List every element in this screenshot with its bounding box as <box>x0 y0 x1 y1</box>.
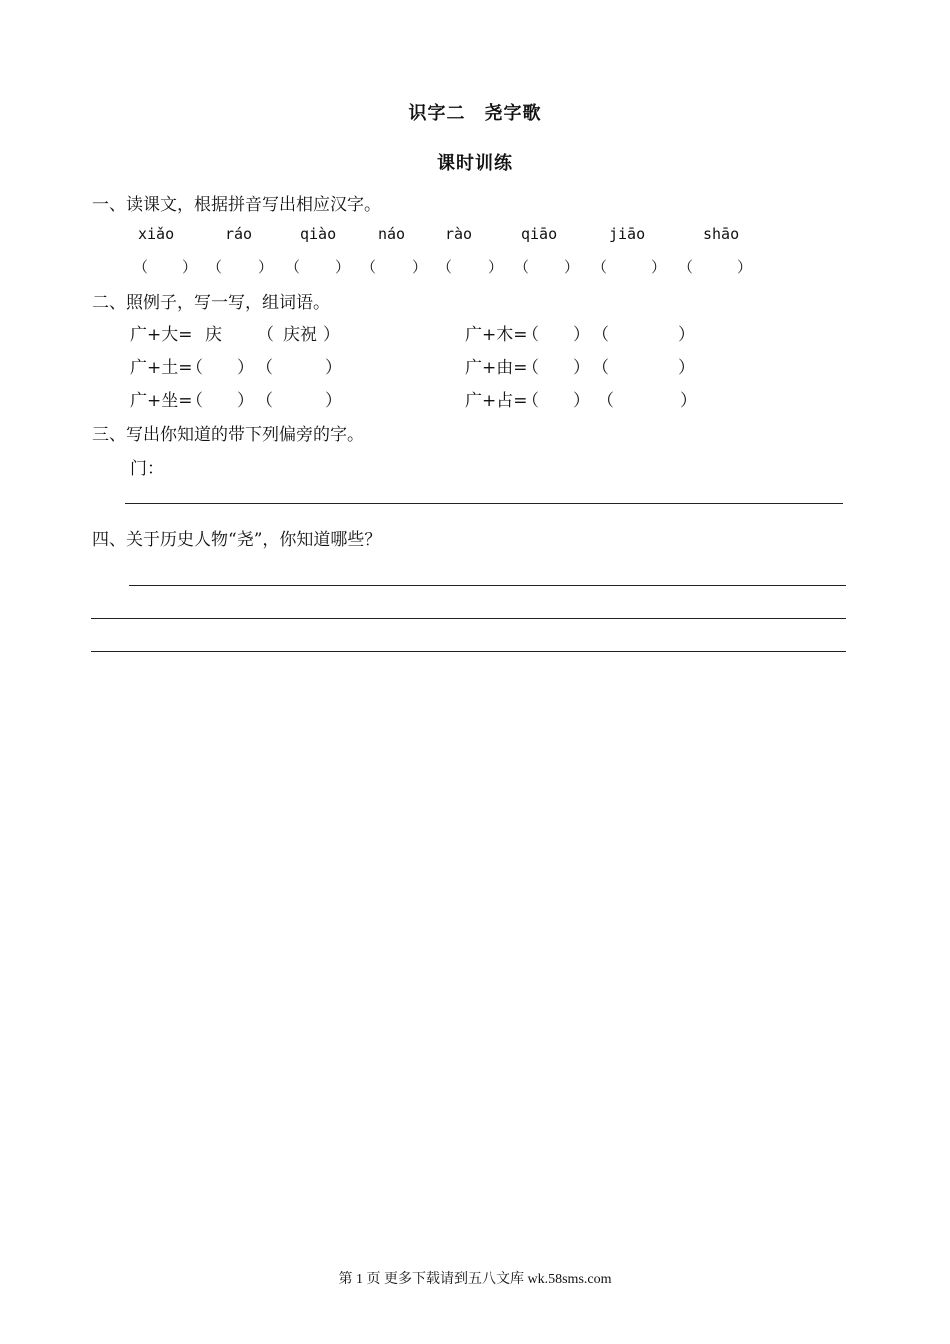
question-3-prompt: 三、写出你知道的带下列偏旁的字。 <box>92 425 364 445</box>
question-4-prompt: 四、关于历史人物“尧”，你知道哪些？ <box>92 530 382 550</box>
blank-6-open: （ <box>514 258 530 276</box>
page-subtitle: 课时训练 <box>437 153 513 174</box>
formula-zuo: 广+坐= <box>130 391 193 411</box>
formula-tu-word-open: （ <box>256 358 273 378</box>
example-word-close: ） <box>323 325 340 345</box>
pinyin-3: qiào <box>300 225 337 243</box>
example-word-open: （ <box>257 325 274 345</box>
example-char: 庆 <box>205 325 222 345</box>
blank-1-close: ） <box>182 258 198 276</box>
question-2-prompt: 二、照例子，写一写，组词语。 <box>92 293 330 313</box>
pinyin-2: ráo <box>225 225 253 243</box>
blank-2-open: （ <box>207 258 223 276</box>
blank-5-open: （ <box>437 258 453 276</box>
formula-zhan-char-blank: （ ） <box>522 391 590 411</box>
formula-you: 广+由= <box>465 358 528 378</box>
answer-line-q3 <box>125 503 843 504</box>
question-1-prompt: 一、读课文，根据拼音写出相应汉字。 <box>92 195 381 215</box>
pinyin-5: rào <box>445 225 473 243</box>
pinyin-1: xiǎo <box>138 225 175 243</box>
blank-7-close: ） <box>651 258 667 276</box>
blank-4-open: （ <box>361 258 377 276</box>
answer-line-q4-1 <box>129 585 846 586</box>
formula-you-word-close: ） <box>678 358 695 378</box>
blank-8-open: （ <box>678 258 694 276</box>
answer-line-q4-3 <box>91 651 846 652</box>
formula-mu-char-blank: （ ） <box>522 325 590 345</box>
blank-5-close: ） <box>488 258 504 276</box>
formula-mu: 广+木= <box>465 325 528 345</box>
example-formula: 广+大= <box>130 325 193 345</box>
formula-tu: 广+土= <box>130 358 193 378</box>
formula-zhan: 广+占= <box>465 391 528 411</box>
pinyin-7: jiāo <box>609 225 646 243</box>
formula-you-char-blank: （ ） <box>522 358 590 378</box>
blank-3-open: （ <box>285 258 301 276</box>
formula-zhan-word-close: ） <box>680 391 697 411</box>
formula-zuo-word-open: （ <box>256 391 273 411</box>
pinyin-6: qiāo <box>521 225 558 243</box>
blank-6-close: ） <box>564 258 580 276</box>
blank-3-close: ） <box>335 258 351 276</box>
formula-mu-word-open: （ <box>592 325 609 345</box>
example-word: 庆祝 <box>283 325 317 345</box>
formula-you-word-open: （ <box>592 358 609 378</box>
answer-line-q4-2 <box>91 618 846 619</box>
formula-tu-word-close: ） <box>325 358 342 378</box>
page-footer: 第 1 页 更多下载请到五八文库 wk.58sms.com <box>338 1272 612 1287</box>
blank-2-close: ） <box>258 258 274 276</box>
blank-4-close: ） <box>412 258 428 276</box>
blank-8-close: ） <box>737 258 753 276</box>
formula-tu-char-blank: （ ） <box>186 358 254 378</box>
blank-1-open: （ <box>133 258 149 276</box>
formula-zhan-word-open: （ <box>597 391 614 411</box>
page-title: 识字二 尧字歌 <box>408 103 542 124</box>
formula-zuo-word-close: ） <box>325 391 342 411</box>
formula-zuo-char-blank: （ ） <box>186 391 254 411</box>
formula-mu-word-close: ） <box>678 325 695 345</box>
pinyin-4: náo <box>378 225 406 243</box>
radical-label: 门： <box>130 459 164 479</box>
blank-7-open: （ <box>592 258 608 276</box>
pinyin-8: shāo <box>703 225 740 243</box>
